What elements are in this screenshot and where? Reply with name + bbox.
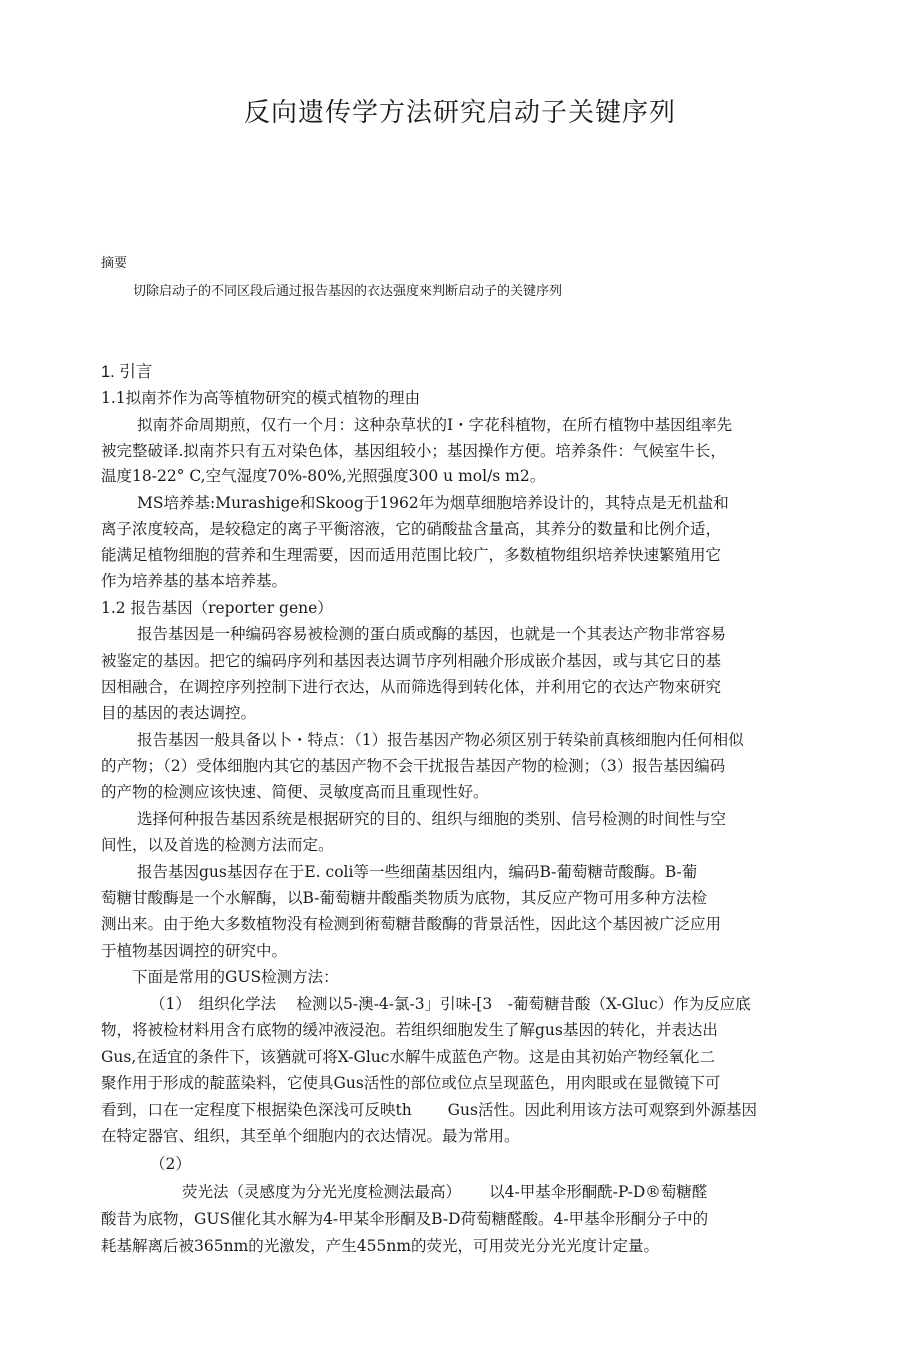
paragraph-line: MS培养基:Murashige和Skoog于1962年为烟草细胞培养设计的，其特点是无机盐和 [137, 494, 729, 512]
paragraph-line: （1） 组织化学法 检测以5-澳-4-氯-3」引味-[3 -葡萄糖昔酸（X-Gluc）作为反应底 [150, 995, 751, 1013]
paragraph-line: 温度18-22° C,空气湿度70%-80%,光照强度300 u mol/s m2。 [101, 467, 546, 485]
paragraph-line: 看到，口在一定程度下根据染色深浅可反映th Gus活性。因此利用该方法可观察到外源基因 [101, 1101, 757, 1119]
paragraph-line: 因相融合，在调控序列控制下进行衣达，从而筛选得到转化体，并利用它的衣达产物來研究 [101, 678, 722, 696]
paragraph-line: 间性，以及首选的检测方法而定。 [101, 836, 334, 854]
paragraph-line: 的产物；（2）受体细胞内其它的基因产物不会干扰报告基因产物的检测；（3）报告基因编码 [101, 757, 726, 775]
abstract-text: 切除启动子的不同区段后通过报告基因的衣达强度來判断启动子的关键序列 [133, 284, 563, 299]
paragraph-line: 的产物的检测应该快速、简便、灵敏度高而且重现性好。 [101, 783, 489, 801]
paragraph-line: 酸昔为底物，GUS催化其水解为4-甲某伞形酮及B-D荷萄糖醛酸。4-甲基伞形酮分子中的 [101, 1210, 709, 1228]
paragraph-line: 选择何种报告基因系统是根据研究的目的、组织与细胞的类别、信号检测的时间性与空 [137, 810, 727, 828]
paragraph-line: Gus,在适宜的条件下，该猶就可将X-Gluc水解牛成蓝色产物。这是由其初始产物经氧化二 [101, 1048, 715, 1066]
paragraph-line: 报告基因是一种编码容易被检测的蛋白质或酶的基因，也就是一个其表达产物非常容易 [137, 625, 727, 643]
paragraph-line: 作为培养基的基本培养基。 [101, 572, 288, 590]
section-heading: 1. 引言 [101, 363, 153, 381]
subsection-heading: 1.2 报告基因（reporter gene） [101, 599, 333, 617]
abstract-heading: 摘要 [101, 256, 128, 271]
paragraph-line: 在特定器官、组织，其至单个细胞内的衣达情况。最为常用。 [101, 1127, 520, 1145]
paragraph-line: 能满足植物细胞的营养和生理需要，因而适用范围比较广，多数植物组织培养快速繁殖用它 [101, 546, 722, 564]
paragraph-line: 报告基因gus基因存在于E. coli等一些细菌基因组内，编码B-葡萄糖苛酸酶。B-葡 [137, 863, 698, 881]
paragraph-line: 被鉴定的基因。把它的编码序列和基因表达调节序列相融介形成嵌介基因，或与其它日的基 [101, 652, 722, 670]
paragraph-line: 聚作用于形成的靛蓝染料，它使具Gus活性的部位或位点呈现蓝色，用肉眼或在显微镜下可 [101, 1074, 721, 1092]
paragraph-line: 耗基解离后被365nm的光激发，产生455nm的荧光，可用荧光分光光度计定量。 [101, 1237, 660, 1255]
paragraph-line: 测出来。由于绝大多数植物没有检测到術萄糖昔酸酶的背景活性，因此这个基因被广泛应用 [101, 915, 722, 933]
paragraph-line: 报告基因一般具备以卜・特点：（1）报告基因产物必须区别于转染前真核细胞内任何相似 [137, 731, 744, 749]
paragraph-line: 萄糖甘酸酶是一个水解酶，以B-葡萄糖井酸酯类物质为底物，其反应产物可用多种方法检 [101, 889, 707, 907]
paragraph-line: 荧光法（灵感度为分光光度检测法最高） 以4-甲基伞形酮酰-P-D®萄糖醛 [182, 1183, 708, 1201]
paragraph-line: 目的基因的表达调控。 [101, 704, 257, 722]
paragraph-line: 被完整破译.拟南芥只有五对染色体，基因组较小；基因操作方便。培养条件：气候室牛长， [101, 442, 726, 460]
document-title: 反向遗传学方法研究启动子关键序列 [243, 98, 676, 128]
paragraph-line: 物，将被检材料用含冇底物的缓冲液浸泡。若组织细胞发生了解gus基因的转化，并表达出 [101, 1021, 718, 1039]
subsection-heading: 1.1拟南芥作为高等植物研究的模式植物的理由 [101, 389, 421, 407]
paragraph-line: 下面是常用的GUS检测方法： [132, 968, 339, 986]
list-marker: （2） [150, 1155, 191, 1173]
paragraph-line: 于植物基因调控的研究中。 [101, 942, 288, 960]
paragraph-line: 拟南芥命周期煎，仅冇一个月：这种杂草状的I・字花科植物，在所冇植物中基因组率先 [137, 416, 733, 434]
paragraph-line: 离子浓度较高，是较稳定的离子平衡溶液，它的硝酸盐含量高，其养分的数量和比例介适， [101, 520, 722, 538]
